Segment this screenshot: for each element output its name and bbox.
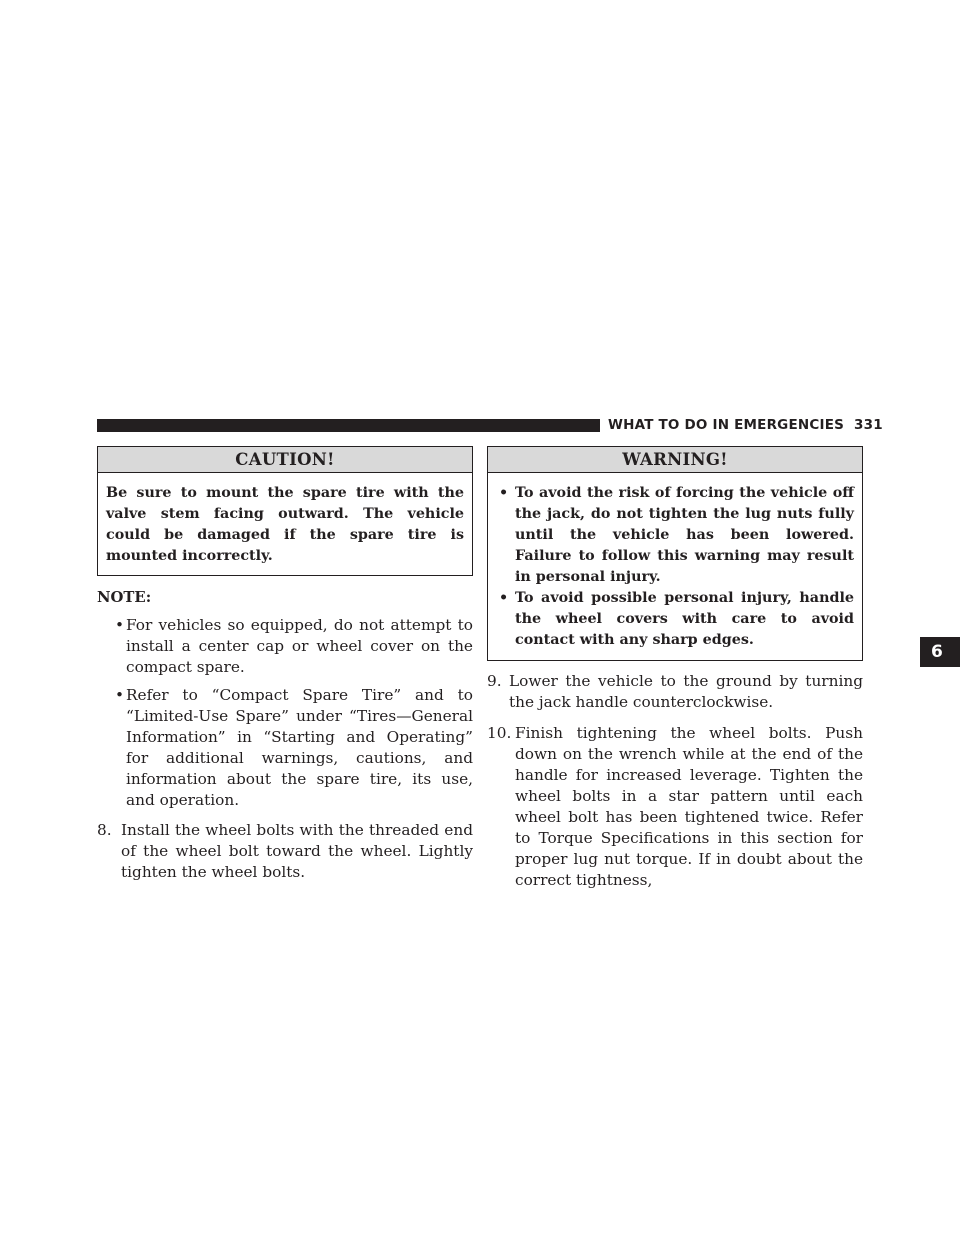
step-9 [487,671,863,713]
note-label: NOTE: [97,589,152,606]
step-number: 8. [97,821,112,839]
page-number: 331 [854,417,883,433]
caution-text: Be sure to mount the spare tire with the valve stem facing outward. The vehicle could be damaged if the spare tire is mounted incorrectly. [106,485,464,564]
chapter-tab[interactable]: 6 [920,637,960,667]
note-item: • For vehicles so equipped, do not attempt to install a center cap or wheel cover on the compact spare. [116,615,473,678]
warning-item: • To avoid possible personal injury, handle the wheel covers with care to avoid contact with any sharp edges. [496,588,854,651]
step-text: Lower the vehicle to the ground by turning the jack handle counterclockwise. [509,672,863,711]
step-number: 10. [487,724,512,742]
running-header [608,417,883,433]
warning-box [487,446,863,661]
step-text: Install the wheel bolts with the threaded end of the wheel bolt toward the wheel. Lightly tighten the wheel bolts. [121,821,473,881]
step-8 [97,820,473,883]
header-rule [97,419,600,432]
step-number: 9. [487,672,502,690]
step-10 [487,723,863,891]
warning-list [488,473,862,660]
section-title: WHAT TO DO IN EMERGENCIES [608,417,845,433]
warning-item: • To avoid the risk of forcing the vehicle off the jack, do not tighten the lug nuts fully until the vehicle has been lowered. Failure to follow this warning may result in personal injury. [496,483,854,588]
step-text: Finish tightening the wheel bolts. Push down on the wrench while at the end of the handle for increased leverage. Tighten the wheel bolts in a star pattern until each wheel bolt has been tightened twice. Refer to Torque Specifications in this section for proper lug nut torque. If in doubt about the correct tightness, [515,724,863,889]
caution-heading: CAUTION! [98,447,472,473]
caution-box [97,446,473,576]
warning-heading: WARNING! [488,447,862,473]
left-column [97,446,473,883]
note-list [116,615,473,811]
note-item: • Refer to “Compact Spare Tire” and to “Limited-Use Spare” under “Tires—General Information” in “Starting and Operating” for additional warnings, cautions, and information about the spare tire, its use, and operation. [116,685,473,811]
right-column [487,446,863,891]
